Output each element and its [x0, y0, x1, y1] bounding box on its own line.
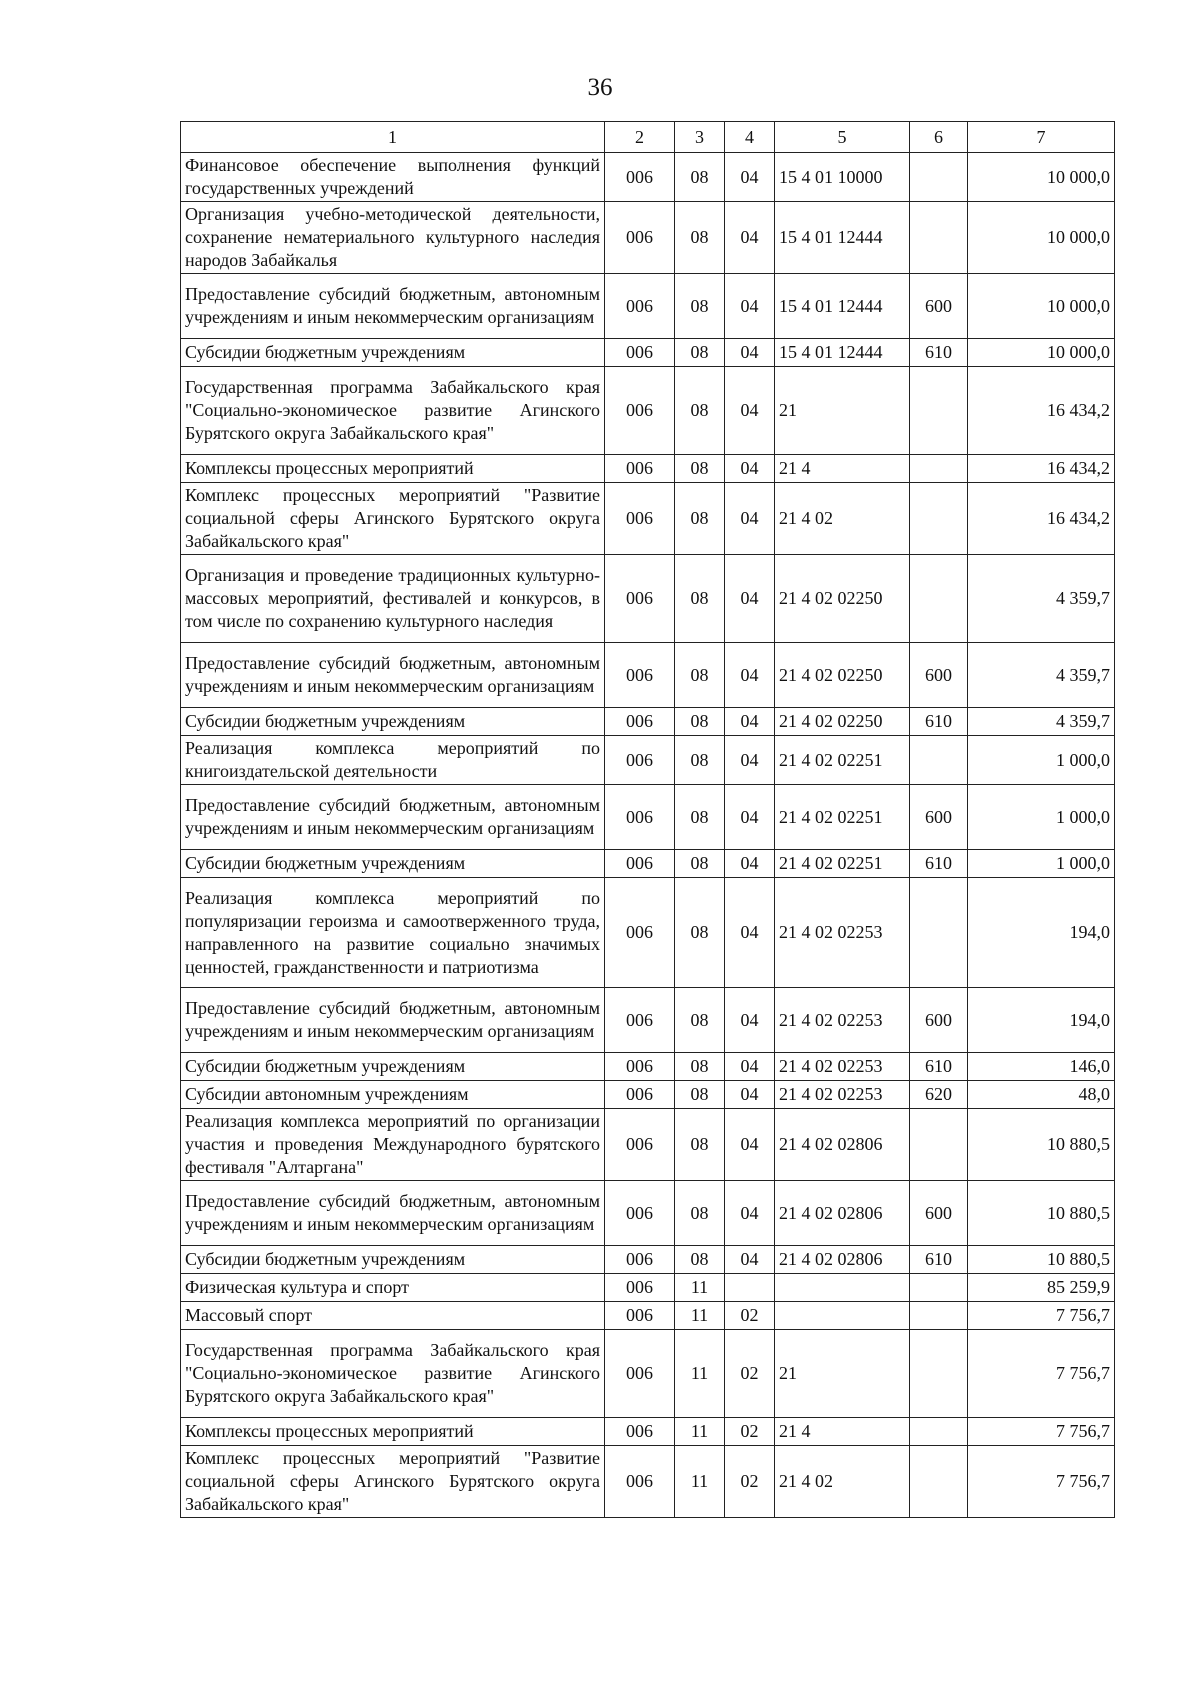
ministry-code: 006	[605, 555, 675, 643]
subsection-code: 04	[725, 736, 775, 785]
expense-type-code: 610	[910, 1053, 968, 1081]
target-article-code: 21 4 02 02251	[775, 850, 910, 878]
table-row	[181, 1053, 1115, 1081]
ministry-code: 006	[605, 1302, 675, 1330]
budget-table	[180, 121, 1115, 1518]
subsection-code: 04	[725, 1109, 775, 1181]
table-row	[181, 1274, 1115, 1302]
ministry-code: 006	[605, 708, 675, 736]
column-header: 7	[968, 122, 1115, 153]
table-row	[181, 367, 1115, 455]
ministry-code: 006	[605, 455, 675, 483]
target-article-code: 21 4 02	[775, 483, 910, 555]
row-description: Комплексы процессных мероприятий	[181, 1418, 605, 1446]
table-row	[181, 1181, 1115, 1246]
amount: 10 880,5	[968, 1181, 1115, 1246]
ministry-code: 006	[605, 1109, 675, 1181]
target-article-code: 21 4 02 02253	[775, 1053, 910, 1081]
section-code: 11	[675, 1274, 725, 1302]
table-row	[181, 1446, 1115, 1518]
ministry-code: 006	[605, 988, 675, 1053]
amount: 10 880,5	[968, 1109, 1115, 1181]
table-row	[181, 455, 1115, 483]
amount: 4 359,7	[968, 643, 1115, 708]
column-header: 6	[910, 122, 968, 153]
expense-type-code	[910, 1330, 968, 1418]
row-description: Предоставление субсидий бюджетным, автономным учреждениям и иным некоммерческим организациям	[181, 274, 605, 339]
table-row	[181, 708, 1115, 736]
amount: 7 756,7	[968, 1302, 1115, 1330]
amount: 10 000,0	[968, 339, 1115, 367]
ministry-code: 006	[605, 1053, 675, 1081]
section-code: 08	[675, 988, 725, 1053]
section-code: 08	[675, 483, 725, 555]
expense-type-code	[910, 1446, 968, 1518]
subsection-code: 04	[725, 455, 775, 483]
ministry-code: 006	[605, 202, 675, 274]
subsection-code: 04	[725, 339, 775, 367]
row-description: Государственная программа Забайкальского края "Социально-экономическое развитие Агинского Бурятского округа Забайкальского края"	[181, 1330, 605, 1418]
subsection-code: 02	[725, 1446, 775, 1518]
target-article-code: 21 4 02 02251	[775, 785, 910, 850]
amount: 194,0	[968, 878, 1115, 988]
expense-type-code: 610	[910, 1246, 968, 1274]
subsection-code: 04	[725, 708, 775, 736]
ministry-code: 006	[605, 1246, 675, 1274]
expense-type-code	[910, 153, 968, 202]
amount: 48,0	[968, 1081, 1115, 1109]
amount: 10 000,0	[968, 153, 1115, 202]
section-code: 08	[675, 367, 725, 455]
table-row	[181, 1330, 1115, 1418]
target-article-code: 21 4 02 02253	[775, 878, 910, 988]
page-number: 36	[587, 74, 613, 101]
ministry-code: 006	[605, 643, 675, 708]
amount: 4 359,7	[968, 708, 1115, 736]
subsection-code: 04	[725, 153, 775, 202]
amount: 7 756,7	[968, 1446, 1115, 1518]
target-article-code: 21 4 02	[775, 1446, 910, 1518]
section-code: 08	[675, 785, 725, 850]
row-description: Комплекс процессных мероприятий "Развитие социальной сферы Агинского Бурятского округа Забайкальского края"	[181, 483, 605, 555]
target-article-code: 15 4 01 12444	[775, 274, 910, 339]
expense-type-code	[910, 367, 968, 455]
section-code: 08	[675, 850, 725, 878]
column-header: 3	[675, 122, 725, 153]
ministry-code: 006	[605, 1446, 675, 1518]
row-description: Массовый спорт	[181, 1302, 605, 1330]
subsection-code	[725, 1274, 775, 1302]
column-header: 4	[725, 122, 775, 153]
section-code: 11	[675, 1418, 725, 1446]
amount: 7 756,7	[968, 1418, 1115, 1446]
ministry-code: 006	[605, 1274, 675, 1302]
table-row	[181, 643, 1115, 708]
amount: 1 000,0	[968, 850, 1115, 878]
ministry-code: 006	[605, 785, 675, 850]
table-row	[181, 555, 1115, 643]
table-row	[181, 1109, 1115, 1181]
amount: 16 434,2	[968, 455, 1115, 483]
row-description: Комплекс процессных мероприятий "Развитие социальной сферы Агинского Бурятского округа Забайкальского края"	[181, 1446, 605, 1518]
expense-type-code	[910, 1418, 968, 1446]
subsection-code: 04	[725, 878, 775, 988]
row-description: Финансовое обеспечение выполнения функций государственных учреждений	[181, 153, 605, 202]
column-header: 5	[775, 122, 910, 153]
amount: 7 756,7	[968, 1330, 1115, 1418]
amount: 16 434,2	[968, 367, 1115, 455]
target-article-code: 21	[775, 367, 910, 455]
subsection-code: 04	[725, 1053, 775, 1081]
target-article-code: 15 4 01 10000	[775, 153, 910, 202]
target-article-code: 21 4 02 02806	[775, 1109, 910, 1181]
table-row	[181, 785, 1115, 850]
table-row	[181, 1418, 1115, 1446]
target-article-code: 21 4 02 02253	[775, 988, 910, 1053]
row-description: Организация учебно-методической деятельности, сохранение нематериального культурного наследия народов Забайкалья	[181, 202, 605, 274]
section-code: 08	[675, 708, 725, 736]
table-row	[181, 202, 1115, 274]
section-code: 11	[675, 1302, 725, 1330]
section-code: 11	[675, 1446, 725, 1518]
target-article-code: 21 4 02 02251	[775, 736, 910, 785]
subsection-code: 02	[725, 1302, 775, 1330]
target-article-code: 21 4 02 02806	[775, 1246, 910, 1274]
section-code: 08	[675, 339, 725, 367]
subsection-code: 04	[725, 1081, 775, 1109]
amount: 194,0	[968, 988, 1115, 1053]
ministry-code: 006	[605, 1081, 675, 1109]
amount: 10 000,0	[968, 274, 1115, 339]
row-description: Реализация комплекса мероприятий по организации участия и проведения Международного бурятского фестиваля "Алтаргана"	[181, 1109, 605, 1181]
target-article-code: 21 4 02 02250	[775, 643, 910, 708]
table-row	[181, 850, 1115, 878]
ministry-code: 006	[605, 274, 675, 339]
section-code: 08	[675, 202, 725, 274]
target-article-code: 21 4 02 02250	[775, 555, 910, 643]
row-description: Реализация комплекса мероприятий по популяризации героизма и самоотверженного труда, направленного на развитие социально значимых ценностей, гражданственности и патриотизма	[181, 878, 605, 988]
section-code: 08	[675, 274, 725, 339]
table-row	[181, 736, 1115, 785]
expense-type-code: 600	[910, 785, 968, 850]
subsection-code: 04	[725, 274, 775, 339]
amount: 10 880,5	[968, 1246, 1115, 1274]
row-description: Субсидии бюджетным учреждениям	[181, 1246, 605, 1274]
section-code: 08	[675, 643, 725, 708]
subsection-code: 04	[725, 850, 775, 878]
expense-type-code: 600	[910, 988, 968, 1053]
section-code: 08	[675, 1081, 725, 1109]
table-row	[181, 1302, 1115, 1330]
column-header: 2	[605, 122, 675, 153]
row-description: Комплексы процессных мероприятий	[181, 455, 605, 483]
section-code: 08	[675, 1109, 725, 1181]
row-description: Субсидии бюджетным учреждениям	[181, 339, 605, 367]
expense-type-code: 600	[910, 643, 968, 708]
ministry-code: 006	[605, 850, 675, 878]
row-description: Субсидии автономным учреждениям	[181, 1081, 605, 1109]
subsection-code: 04	[725, 367, 775, 455]
section-code: 11	[675, 1330, 725, 1418]
ministry-code: 006	[605, 1330, 675, 1418]
target-article-code: 21 4 02 02253	[775, 1081, 910, 1109]
expense-type-code: 610	[910, 708, 968, 736]
amount: 1 000,0	[968, 736, 1115, 785]
ministry-code: 006	[605, 483, 675, 555]
ministry-code: 006	[605, 339, 675, 367]
section-code: 08	[675, 1181, 725, 1246]
row-description: Предоставление субсидий бюджетным, автономным учреждениям и иным некоммерческим организациям	[181, 988, 605, 1053]
ministry-code: 006	[605, 878, 675, 988]
expense-type-code	[910, 202, 968, 274]
section-code: 08	[675, 153, 725, 202]
expense-type-code	[910, 1302, 968, 1330]
table-body	[181, 153, 1115, 1518]
target-article-code: 15 4 01 12444	[775, 202, 910, 274]
ministry-code: 006	[605, 367, 675, 455]
amount: 85 259,9	[968, 1274, 1115, 1302]
subsection-code: 04	[725, 643, 775, 708]
amount: 16 434,2	[968, 483, 1115, 555]
target-article-code: 21 4 02 02806	[775, 1181, 910, 1246]
amount: 10 000,0	[968, 202, 1115, 274]
target-article-code	[775, 1302, 910, 1330]
row-description: Реализация комплекса мероприятий по книгоиздательской деятельности	[181, 736, 605, 785]
expense-type-code	[910, 455, 968, 483]
ministry-code: 006	[605, 153, 675, 202]
target-article-code	[775, 1274, 910, 1302]
expense-type-code	[910, 736, 968, 785]
target-article-code: 21 4	[775, 455, 910, 483]
subsection-code: 04	[725, 785, 775, 850]
expense-type-code: 610	[910, 850, 968, 878]
subsection-code: 04	[725, 483, 775, 555]
table-row	[181, 1246, 1115, 1274]
row-description: Предоставление субсидий бюджетным, автономным учреждениям и иным некоммерческим организациям	[181, 785, 605, 850]
expense-type-code: 620	[910, 1081, 968, 1109]
subsection-code: 04	[725, 988, 775, 1053]
subsection-code: 04	[725, 555, 775, 643]
row-description: Предоставление субсидий бюджетным, автономным учреждениям и иным некоммерческим организациям	[181, 1181, 605, 1246]
section-code: 08	[675, 1246, 725, 1274]
target-article-code: 21 4	[775, 1418, 910, 1446]
table-row	[181, 339, 1115, 367]
row-description: Организация и проведение традиционных культурно-массовых мероприятий, фестивалей и конкурсов, в том числе по сохранению культурного наследия	[181, 555, 605, 643]
expense-type-code: 600	[910, 274, 968, 339]
row-description: Предоставление субсидий бюджетным, автономным учреждениям и иным некоммерческим организациям	[181, 643, 605, 708]
table-row	[181, 988, 1115, 1053]
table-row	[181, 878, 1115, 988]
section-code: 08	[675, 455, 725, 483]
expense-type-code	[910, 483, 968, 555]
subsection-code: 04	[725, 1181, 775, 1246]
expense-type-code	[910, 555, 968, 643]
subsection-code: 04	[725, 1246, 775, 1274]
column-header: 1	[181, 122, 605, 153]
row-description: Физическая культура и спорт	[181, 1274, 605, 1302]
section-code: 08	[675, 1053, 725, 1081]
subsection-code: 02	[725, 1330, 775, 1418]
table-row	[181, 274, 1115, 339]
row-description: Государственная программа Забайкальского края "Социально-экономическое развитие Агинского Бурятского округа Забайкальского края"	[181, 367, 605, 455]
table-row	[181, 153, 1115, 202]
expense-type-code	[910, 1109, 968, 1181]
row-description: Субсидии бюджетным учреждениям	[181, 1053, 605, 1081]
amount: 4 359,7	[968, 555, 1115, 643]
target-article-code: 21 4 02 02250	[775, 708, 910, 736]
ministry-code: 006	[605, 1418, 675, 1446]
section-code: 08	[675, 736, 725, 785]
section-code: 08	[675, 555, 725, 643]
table-row	[181, 1081, 1115, 1109]
expense-type-code: 600	[910, 1181, 968, 1246]
row-description: Субсидии бюджетным учреждениям	[181, 850, 605, 878]
target-article-code: 21	[775, 1330, 910, 1418]
ministry-code: 006	[605, 1181, 675, 1246]
table-row	[181, 483, 1115, 555]
amount: 146,0	[968, 1053, 1115, 1081]
subsection-code: 04	[725, 202, 775, 274]
header-row	[181, 122, 1115, 153]
ministry-code: 006	[605, 736, 675, 785]
expense-type-code	[910, 1274, 968, 1302]
section-code: 08	[675, 878, 725, 988]
target-article-code: 15 4 01 12444	[775, 339, 910, 367]
expense-type-code	[910, 878, 968, 988]
amount: 1 000,0	[968, 785, 1115, 850]
row-description: Субсидии бюджетным учреждениям	[181, 708, 605, 736]
expense-type-code: 610	[910, 339, 968, 367]
subsection-code: 02	[725, 1418, 775, 1446]
